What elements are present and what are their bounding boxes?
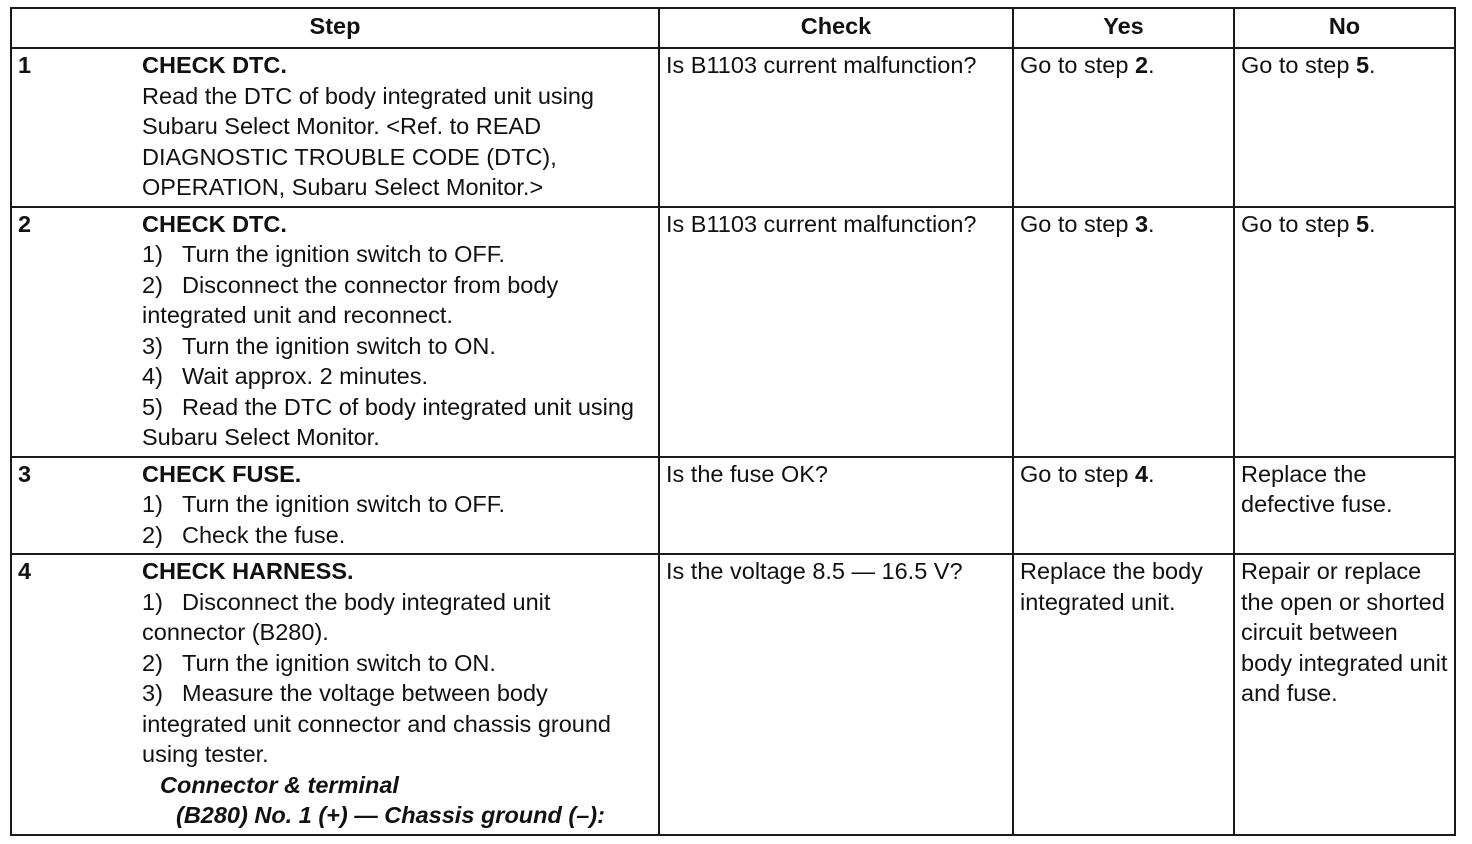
step-number: 2 [18, 210, 32, 237]
sub-step-text: Wait approx. 2 minutes. [182, 363, 428, 389]
sub-step [142, 270, 650, 331]
header-step: Step [11, 8, 659, 48]
no-suffix: . [1369, 52, 1376, 78]
yes-suffix: . [1148, 52, 1155, 78]
step-body [142, 556, 650, 831]
sub-step-text: Check the fuse. [182, 521, 346, 548]
sub-step-text: Turn the ignition switch to ON. [182, 332, 496, 359]
step-number: 4 [18, 558, 32, 584]
sub-step [142, 392, 650, 453]
sub-step [142, 678, 650, 770]
sub-step [142, 489, 650, 520]
step-number: 3 [18, 460, 32, 487]
yes-cell: Replace the body integrated unit. [1013, 554, 1234, 835]
no-cell: Repair or replace the open or shorted circuit between body integrated unit and fuse. [1234, 554, 1455, 835]
sub-step [142, 587, 650, 648]
sub-step-text: Read the DTC of body integrated unit using Subaru Select Monitor. [142, 393, 634, 450]
table-row [11, 48, 1455, 207]
table-row [11, 554, 1455, 835]
no-prefix: Go to step [1241, 52, 1356, 78]
no-step-number: 5 [1355, 210, 1370, 237]
header-yes: Yes [1013, 8, 1234, 48]
sub-step-text: Turn the ignition switch to OFF. [182, 491, 506, 517]
yes-cell [1013, 48, 1234, 207]
yes-suffix: . [1148, 460, 1155, 487]
yes-cell [1013, 457, 1234, 555]
yes-prefix: Go to step [1020, 460, 1135, 487]
yes-step-number: 2 [1134, 52, 1149, 78]
table-row [11, 207, 1455, 457]
no-prefix: Go to step [1241, 210, 1356, 237]
step-text: Read the DTC of body integrated unit using Subaru Select Monitor. <Ref. to READ DIAGNOSTIC TROUBLE CODE (DTC), OPERATION, Subaru Select Monitor.> [142, 82, 594, 200]
sub-step-number: 1) [142, 241, 163, 267]
sub-step-text: Disconnect the connector from body integrated unit and reconnect. [142, 271, 559, 328]
sub-step [142, 331, 650, 362]
sub-step [142, 648, 650, 679]
sub-step [142, 239, 650, 270]
sub-step-number: 5) [142, 393, 163, 420]
check-cell: Is B1103 current malfunction? [659, 207, 1013, 457]
check-cell: Is B1103 current malfunction? [659, 48, 1013, 207]
sub-step-number: 1) [142, 491, 163, 517]
check-cell: Is the voltage 8.5 — 16.5 V? [659, 554, 1013, 835]
step-cell [11, 48, 659, 207]
yes-cell [1013, 207, 1234, 457]
no-cell [1234, 207, 1455, 457]
step-body [142, 50, 650, 203]
table-row [11, 457, 1455, 555]
connector-terminal-title: Connector & terminal [160, 771, 399, 798]
no-cell [1234, 48, 1455, 207]
step-title: CHECK HARNESS. [142, 558, 354, 584]
step-body [142, 459, 650, 551]
check-cell: Is the fuse OK? [659, 457, 1013, 555]
sub-step-number: 2) [142, 521, 163, 548]
header-no: No [1234, 8, 1455, 48]
header-check: Check [659, 8, 1013, 48]
step-title: CHECK DTC. [142, 210, 287, 237]
sub-step-number: 3) [142, 332, 163, 359]
sub-step-text: Turn the ignition switch to OFF. [182, 241, 506, 267]
no-cell: Replace the defective fuse. [1234, 457, 1455, 555]
step-title: CHECK FUSE. [142, 460, 302, 487]
step-cell [11, 554, 659, 835]
sub-step-text: Measure the voltage between body integrated unit connector and chassis ground using tester. [142, 680, 612, 767]
yes-suffix: . [1148, 210, 1155, 237]
no-suffix: . [1369, 210, 1376, 237]
yes-prefix: Go to step [1020, 210, 1135, 237]
step-body [142, 209, 650, 453]
step-cell [11, 207, 659, 457]
step-number: 1 [18, 52, 32, 78]
no-step-number: 5 [1355, 52, 1370, 78]
diagnostic-table [10, 7, 1456, 836]
sub-step [142, 361, 650, 392]
sub-step-number: 4) [142, 363, 163, 389]
header-row [11, 8, 1455, 48]
sub-step-text: Turn the ignition switch to ON. [182, 649, 496, 676]
yes-prefix: Go to step [1020, 52, 1135, 78]
step-title: CHECK DTC. [142, 52, 287, 78]
yes-step-number: 4 [1134, 460, 1149, 487]
step-cell [11, 457, 659, 555]
sub-step-number: 2) [142, 271, 163, 298]
sub-step [142, 520, 650, 551]
sub-step-number: 1) [142, 588, 163, 615]
connector-terminal-detail: (B280) No. 1 (+) — Chassis ground (–): [176, 802, 605, 828]
sub-step-text: Disconnect the body integrated unit connector (B280). [142, 588, 551, 645]
sub-step-number: 2) [142, 649, 163, 676]
yes-step-number: 3 [1134, 210, 1149, 237]
sub-step-number: 3) [142, 680, 163, 706]
